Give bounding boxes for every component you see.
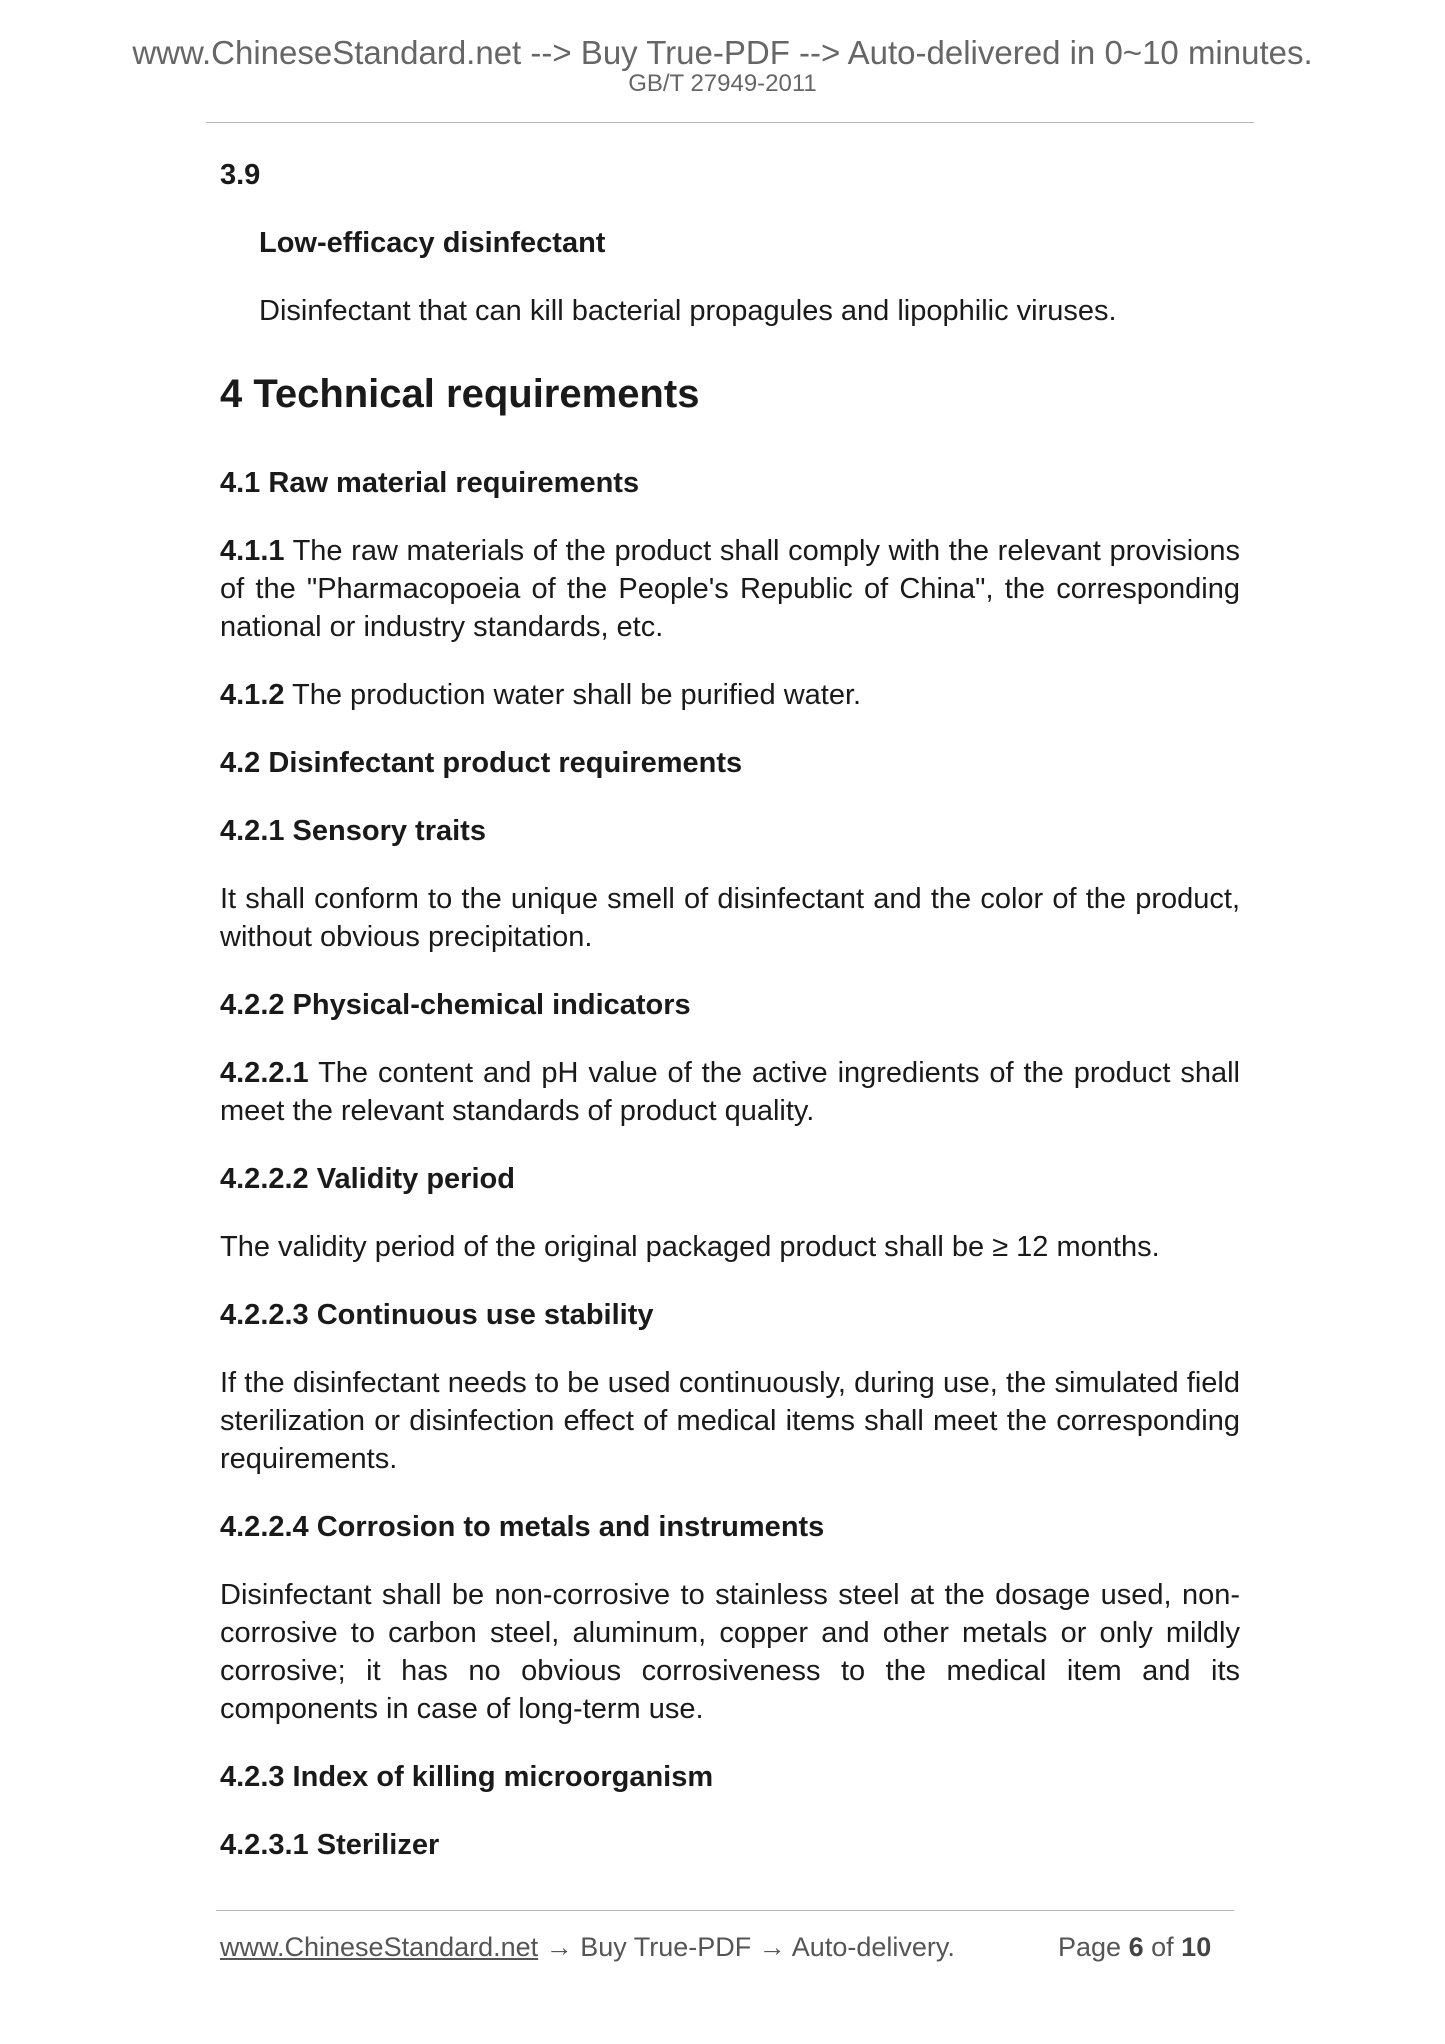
heading-4-2-2-4: 4.2.2.4 Corrosion to metals and instruments <box>220 1511 825 1543</box>
arrow-right-icon: → <box>758 1932 786 1962</box>
footer-divider <box>216 1910 1234 1911</box>
heading-4-2-3: 4.2.3 Index of killing microorganism <box>220 1761 714 1793</box>
heading-4-1: 4.1 Raw material requirements <box>220 467 640 499</box>
paragraph-4-2-2-4: Disinfectant shall be non-corrosive to stainless steel at the dosage used, non-corrosive to carbon steel, aluminum, copper and other metals or only mildly corrosive; it has no obvious corrosiveness to the medical item and its components in case of long-term use. <box>220 1579 1240 1725</box>
paragraph-4-2-2-2: The validity period of the original packaged product shall be ≥ 12 months. <box>220 1231 1160 1263</box>
footer-site-link[interactable]: www.ChineseStandard.net <box>220 1932 539 1962</box>
term-heading: Low-efficacy disinfectant <box>259 227 606 259</box>
standard-code: GB/T 27949-2011 <box>628 70 817 97</box>
heading-4-2-3-1: 4.2.3.1 Sterilizer <box>220 1829 440 1861</box>
clause-number: 4.1.2 <box>220 679 285 711</box>
heading-4-2-1: 4.2.1 Sensory traits <box>220 815 486 847</box>
footer-promo <box>220 1930 955 1964</box>
section-4-heading: 4 Technical requirements <box>220 372 700 416</box>
heading-4-2: 4.2 Disinfectant product requirements <box>220 747 743 779</box>
paragraph-4-2-1: It shall conform to the unique smell of disinfectant and the color of the product, without obvious precipitation. <box>220 883 1240 953</box>
heading-4-2-2-3: 4.2.2.3 Continuous use stability <box>220 1299 654 1331</box>
clause-text: The raw materials of the product shall comply with the relevant provisions of the "Pharmacopoeia of the People's Republic of China", the corresponding national or industry standards, etc. <box>220 535 1240 643</box>
top-banner[interactable]: www.ChineseStandard.net --> Buy True-PDF --> Auto-delivered in 0~10 minutes. <box>132 34 1313 71</box>
clause-text: The production water shall be purified water. <box>284 679 862 711</box>
arrow-right-icon: → <box>545 1932 573 1962</box>
page-label: Page <box>1058 1932 1122 1962</box>
clause-number: 4.1.1 <box>220 535 285 567</box>
paragraph-4-2-2-3: If the disinfectant needs to be used continuously, during use, the simulated field sterilization or disinfection effect of medical items shall meet the corresponding requirements. <box>220 1367 1240 1475</box>
page-indicator <box>1058 1930 1211 1964</box>
footer-delivery-text: Auto-delivery. <box>791 1932 955 1962</box>
paragraph-4-2-2-1 <box>220 1054 1240 1130</box>
clause-number: 4.2.2.1 <box>220 1057 309 1089</box>
term-definition: Disinfectant that can kill bacterial propagules and lipophilic viruses. <box>259 295 1117 327</box>
paragraph-4-1-2 <box>220 676 1240 714</box>
paragraph-4-1-1 <box>220 532 1240 646</box>
footer-buy-text: Buy True-PDF <box>580 1932 752 1962</box>
page-current: 6 <box>1128 1932 1144 1962</box>
clause-number-3-9: 3.9 <box>220 159 261 191</box>
page-of-label: of <box>1151 1932 1174 1962</box>
heading-4-2-2-2: 4.2.2.2 Validity period <box>220 1163 515 1195</box>
header-divider <box>206 122 1254 123</box>
clause-text: The content and pH value of the active ingredients of the product shall meet the relevant standards of product quality. <box>220 1057 1240 1127</box>
heading-4-2-2: 4.2.2 Physical-chemical indicators <box>220 989 691 1021</box>
page-total: 10 <box>1181 1932 1212 1962</box>
